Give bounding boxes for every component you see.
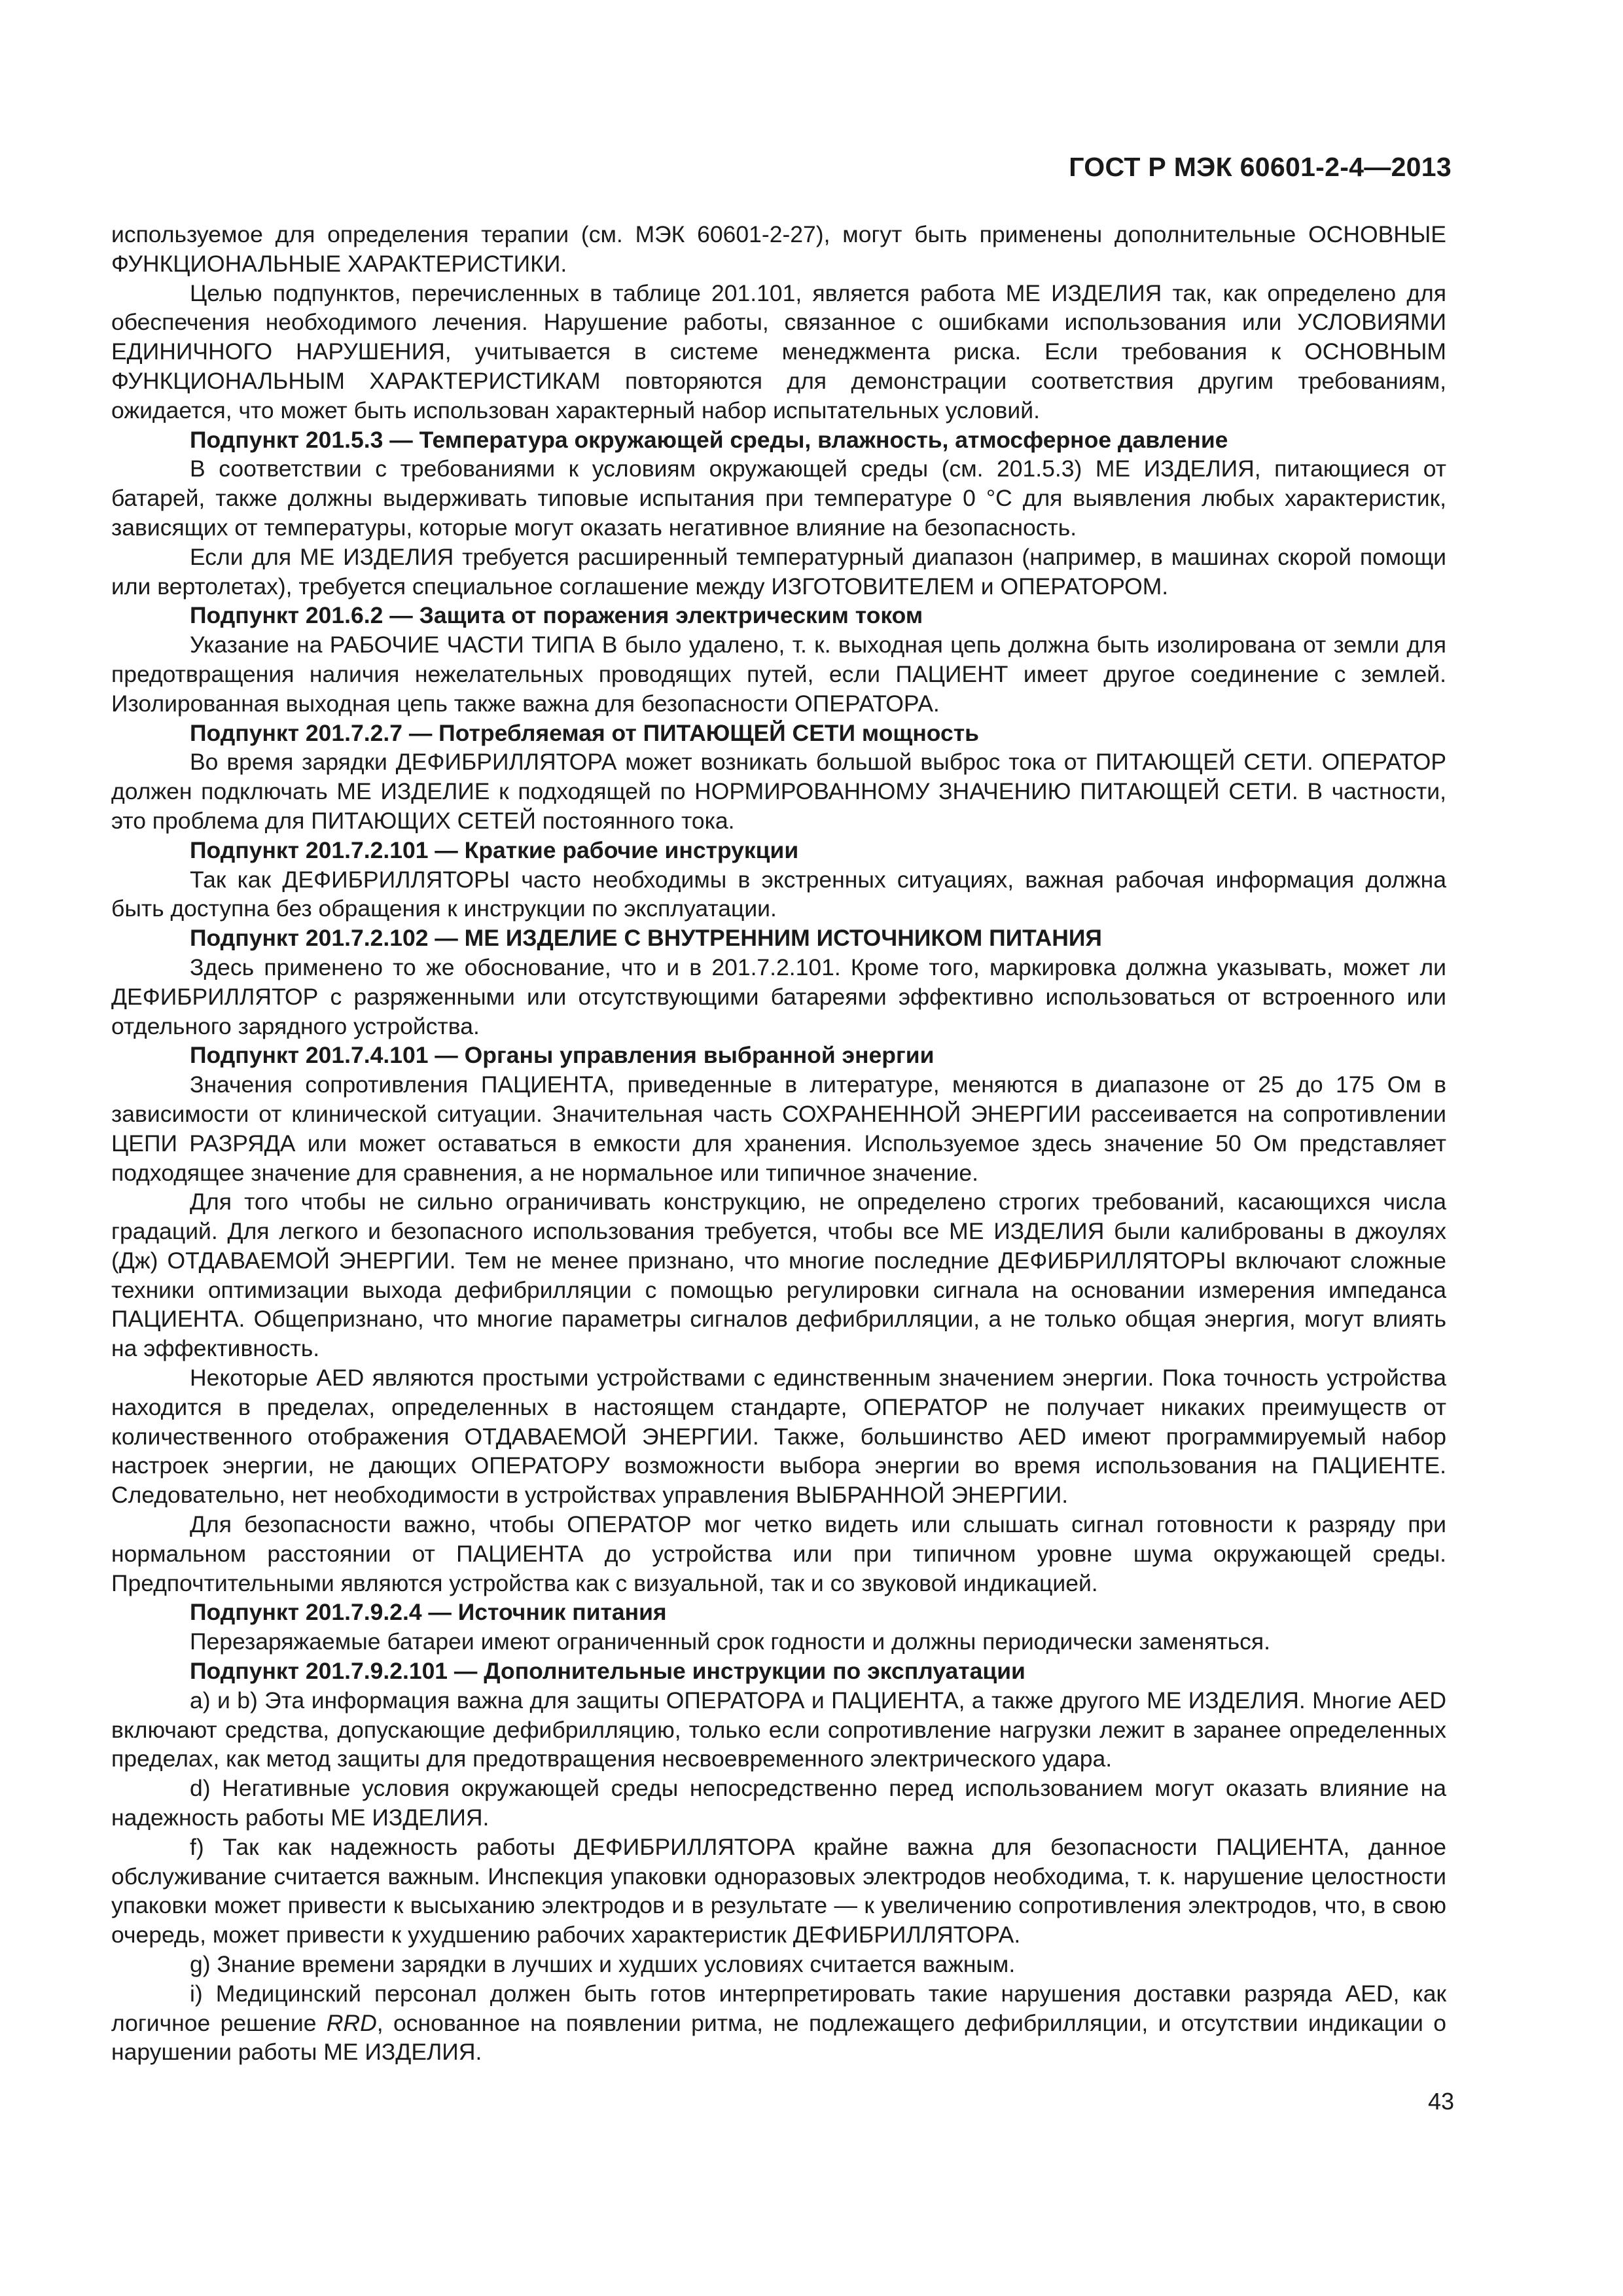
- body-paragraph: Некоторые AED являются простыми устройствами с единственным значением энергии. Пока точность устройства находится в пределах, определенных в настоящем стандарте, ОПЕРАТОР не получает никаких преимуществ от количественного отображения ОТДАВАЕМОЙ ЭНЕРГИИ. Также, большинство AED имеют программируемый набор настроек энергии, не дающих ОПЕРАТОРУ возможности выбора энергии во время использования на ПАЦИЕНТЕ. Следовательно, нет необходимости в устройствах управления ВЫБРАННОЙ ЭНЕРГИИ.: [111, 1365, 1446, 1509]
- body-paragraph: Указание на РАБОЧИЕ ЧАСТИ ТИПА В было удалено, т. к. выходная цепь должна быть изолирована от земли для предотвращения наличия нежелательных проводящих путей, если ПАЦИЕНТ имеет другое соединение с землей. Изолированная выходная цепь также важна для безопасности ОПЕРАТОРА.: [111, 632, 1446, 717]
- body-paragraph: a) и b) Эта информация важна для защиты ОПЕРАТОРА и ПАЦИЕНТА, а также другого МЕ ИЗДЕЛИЯ. Многие AED включают средства, допускающие дефибрилляцию, только если сопротивление нагрузки лежит в заранее определенных пределах, как метод защиты для предотвращения несвоевременного электрического удара.: [111, 1687, 1446, 1772]
- body-paragraph: используемое для определения терапии (см. МЭК 60601-2-27), могут быть применены дополнительные ОСНОВНЫЕ ФУНКЦИОНАЛЬНЫЕ ХАРАКТЕРИСТИКИ.: [111, 221, 1446, 277]
- body-paragraph: Целью подпунктов, перечисленных в таблице 201.101, является работа МЕ ИЗДЕЛИЯ так, как определено для обеспечения необходимого лечения. Нарушение работы, связанное с ошибками использования или УСЛОВИЯМИ ЕДИНИЧНОГО НАРУШЕНИЯ, учитывается в системе менеджмента риска. Если требования к ОСНОВНЫМ ФУНКЦИОНАЛЬНЫМ ХАРАКТЕРИСТИКАМ повторяются для демонстрации соответствия другим требованиям, ожидается, что может быть использован характерный набор испытательных условий.: [111, 279, 1446, 423]
- body-paragraph: Для безопасности важно, чтобы ОПЕРАТОР мог четко видеть или слышать сигнал готовности к разряду при нормальном расстоянии от ПАЦИЕНТА до устройства или при типичном уровне шума окружающей среды. Предпочтительными являются устройства как с визуальной, так и со звуковой индикацией.: [111, 1511, 1446, 1596]
- subclause-heading: Подпункт 201.7.2.101 — Краткие рабочие инструкции: [190, 836, 799, 863]
- standard-code-header: ГОСТ Р МЭК 60601-2-4—2013: [1069, 152, 1452, 182]
- subclause-heading: Подпункт 201.7.9.2.101 — Дополнительные инструкции по эксплуатации: [190, 1658, 1026, 1685]
- paragraph-text: , основанное на появлении ритма, не подлежащего дефибрилляции, и отсутствии индикации о нарушении работы МЕ ИЗДЕЛИЯ.: [111, 2009, 1446, 2066]
- body-paragraph: Перезаряжаемые батареи имеют ограниченный срок годности и должны периодически заменяться.: [190, 1628, 1270, 1655]
- body-paragraph: [111, 1979, 1446, 2067]
- page-number: 43: [1427, 2088, 1454, 2115]
- subclause-heading: Подпункт 201.5.3 — Температура окружающей среды, влажность, атмосферное давление: [190, 426, 1228, 453]
- body-paragraph: Так как ДЕФИБРИЛЛЯТОРЫ часто необходимы в экстренных ситуациях, важная рабочая информация должна быть доступна без обращения к инструкции по эксплуатации.: [111, 866, 1446, 922]
- italic-term: RRD: [326, 2009, 377, 2036]
- paragraph-text: i) Медицинский персонал должен быть готов интерпретировать такие нарушения доставки разряда AED, как логичное решение: [111, 1980, 1446, 2036]
- body-paragraph: Для того чтобы не сильно ограничивать конструкцию, не определено строгих требований, касающихся числа градаций. Для легкого и безопасного использования требуется, чтобы все МЕ ИЗДЕЛИЯ были калиброваны в джоулях (Дж) ОТДАВАЕМОЙ ЭНЕРГИИ. Тем не менее признано, что многие последние ДЕФИБРИЛЛЯТОРЫ включают сложные техники оптимизации выхода дефибрилляции с помощью регулировки сигнала на основании измерения импеданса ПАЦИЕНТА. Общепризнано, что многие параметры сигналов дефибрилляции, а не только общая энергия, могут влиять на эффективность.: [111, 1189, 1446, 1362]
- body-paragraph: Здесь применено то же обоснование, что и в 201.7.2.101. Кроме того, маркировка должна указывать, может ли ДЕФИБРИЛЛЯТОР с разряженными или отсутствующими батареями эффективно использоваться от встроенного или отдельного зарядного устройства.: [111, 954, 1446, 1039]
- document-body: [111, 220, 1446, 2067]
- body-paragraph: Если для МЕ ИЗДЕЛИЯ требуется расширенный температурный диапазон (например, в машинах скорой помощи или вертолетах), требуется специальное соглашение между ИЗГОТОВИТЕЛЕМ и ОПЕРАТОРОМ.: [111, 543, 1446, 600]
- subclause-heading: Подпункт 201.6.2 — Защита от поражения электрическим током: [190, 602, 923, 629]
- body-paragraph: Во время зарядки ДЕФИБРИЛЛЯТОРА может возникать большой выброс тока от ПИТАЮЩЕЙ СЕТИ. ОПЕРАТОР должен подключать МЕ ИЗДЕЛИЕ к подходящей по НОРМИРОВАННОМУ ЗНАЧЕНИЮ ПИТАЮЩЕЙ СЕТИ. В частности, это проблема для ПИТАЮЩИХ СЕТЕЙ постоянного тока.: [111, 749, 1446, 834]
- body-paragraph: В соответствии с требованиями к условиям окружающей среды (см. 201.5.3) МЕ ИЗДЕЛИЯ, питающиеся от батарей, также должны выдерживать типовые испытания при температуре 0 °С для выявления любых характеристик, зависящих от температуры, которые могут оказать негативное влияние на безопасность.: [111, 456, 1446, 541]
- body-paragraph: f) Так как надежность работы ДЕФИБРИЛЛЯТОРА крайне важна для безопасности ПАЦИЕНТА, данное обслуживание считается важным. Инспекция упаковки одноразовых электродов необходима, т. к. нарушение целостности упаковки может привести к высыханию электродов и в результате — к увеличению сопротивления электродов, что, в свою очередь, может привести к ухудшению рабочих характеристик ДЕФИБРИЛЛЯТОРА.: [111, 1833, 1446, 1948]
- body-paragraph: Значения сопротивления ПАЦИЕНТА, приведенные в литературе, меняются в диапазоне от 25 до 175 Ом в зависимости от клинической ситуации. Значительная часть СОХРАНЕННОЙ ЭНЕРГИИ рассеивается на сопротивлении ЦЕПИ РАЗРЯДА или может оставаться в емкости для хранения. Используемое здесь значение 50 Ом представляет подходящее значение для сравнения, а не нормальное или типичное значение.: [111, 1071, 1446, 1186]
- body-paragraph: g) Знание времени зарядки в лучших и худших условиях считается важным.: [190, 1951, 1016, 1978]
- subclause-heading: Подпункт 201.7.9.2.4 — Источник питания: [190, 1599, 667, 1626]
- subclause-heading: Подпункт 201.7.2.102 — МЕ ИЗДЕЛИЕ С ВНУТРЕННИМ ИСТОЧНИКОМ ПИТАНИЯ: [190, 925, 1102, 952]
- subclause-heading: Подпункт 201.7.2.7 — Потребляемая от ПИТАЮЩЕЙ СЕТИ мощность: [190, 719, 979, 746]
- subclause-heading: Подпункт 201.7.4.101 — Органы управления выбранной энергии: [190, 1042, 935, 1069]
- body-paragraph: d) Негативные условия окружающей среды непосредственно перед использованием могут оказать влияние на надежность работы МЕ ИЗДЕЛИЯ.: [111, 1775, 1446, 1831]
